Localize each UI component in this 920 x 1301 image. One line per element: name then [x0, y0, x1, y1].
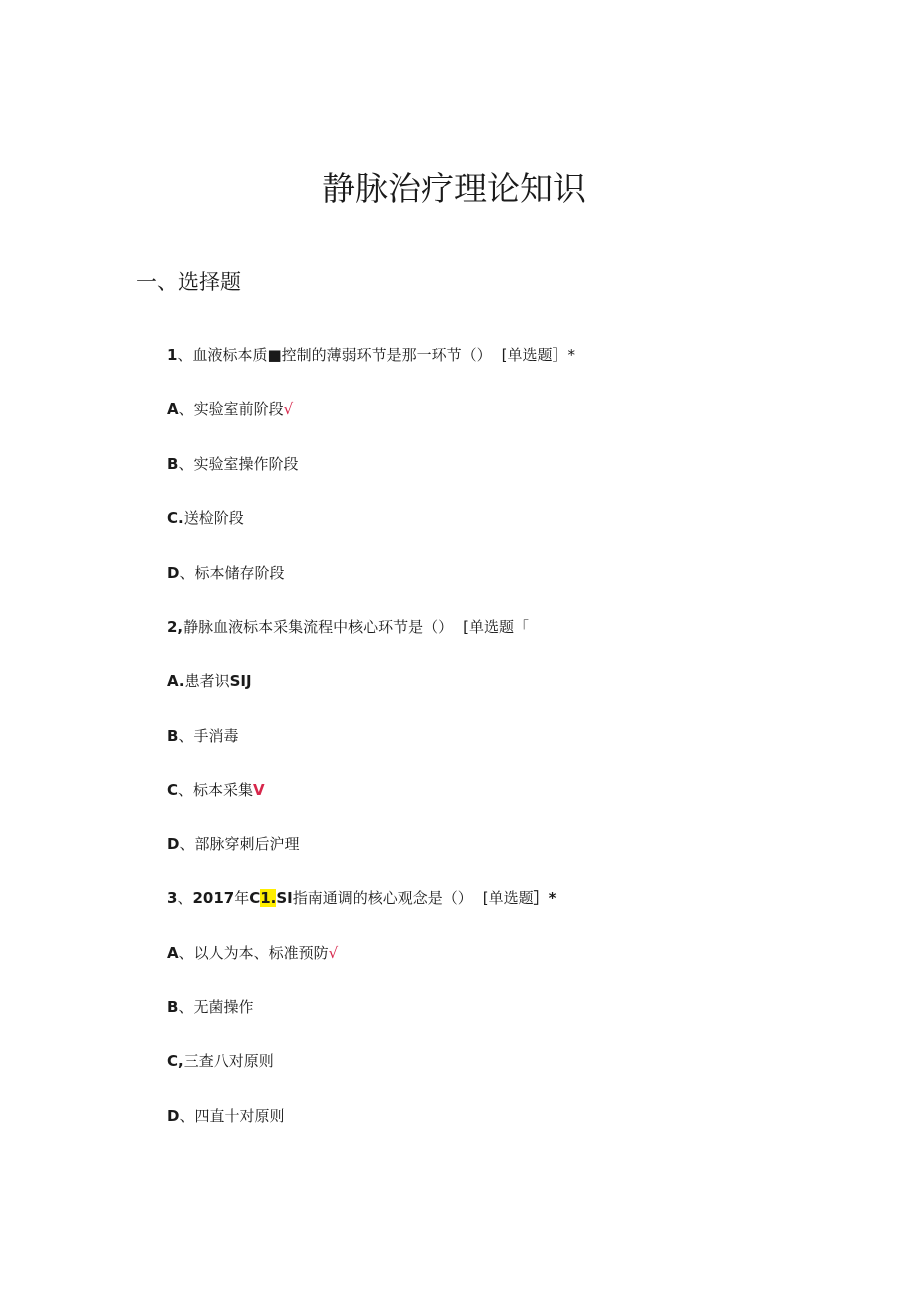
option-text: 、实验室操作阶段	[178, 455, 299, 473]
option-text-tail: SIJ	[229, 672, 252, 690]
question-number: 2,	[167, 618, 184, 636]
option-label: A	[167, 400, 179, 418]
question-text-post: 指南通调的核心观念是（）	[292, 889, 473, 907]
q2-option-a	[167, 671, 252, 691]
question-text-mid: 年	[234, 889, 250, 907]
option-label: C	[167, 781, 179, 799]
option-label: D	[167, 1107, 180, 1125]
option-label: A.	[167, 672, 185, 690]
section-heading: 一、选择题	[136, 270, 241, 294]
q1-option-b	[167, 454, 298, 474]
option-label: B	[167, 998, 179, 1016]
correct-check-icon: √	[283, 400, 294, 418]
q3-option-b	[167, 997, 253, 1017]
q2-option-c	[167, 780, 265, 800]
question-1	[167, 345, 575, 365]
question-code-c: C	[249, 889, 261, 907]
q2-option-d	[167, 834, 299, 854]
question-text: 、血液标本质■控制的薄弱环节是那一环节（）	[177, 346, 492, 364]
q1-option-a	[167, 399, 293, 419]
option-text: 患者识	[184, 672, 230, 690]
correct-check-icon: V	[253, 781, 265, 799]
option-text: 、以人为本、标准预防	[178, 944, 329, 962]
highlighted-text: 1.	[260, 889, 277, 907]
question-type: [单选题］*	[501, 346, 575, 364]
question-year: 2017	[192, 889, 235, 907]
q1-option-c	[167, 508, 244, 528]
question-text: 静脉血液标本采集流程中核心环节是（）	[183, 618, 454, 636]
page-title: 静脉治疗理论知识	[322, 169, 586, 208]
question-number: 1	[167, 346, 178, 364]
option-label: D	[167, 564, 180, 582]
correct-check-icon: √	[328, 944, 339, 962]
option-text: 、四直十对原则	[179, 1107, 285, 1125]
question-text-pre: 、	[177, 889, 193, 907]
option-label: C,	[167, 1052, 184, 1070]
option-label: A	[167, 944, 179, 962]
option-text: 、标本储存阶段	[179, 564, 285, 582]
question-2	[167, 617, 529, 637]
question-code-si: SI	[276, 889, 293, 907]
option-text: 、手消毒	[178, 727, 239, 745]
option-text: 、部脉穿刺后沪理	[179, 835, 300, 853]
q3-option-c	[167, 1051, 274, 1071]
q1-option-d	[167, 563, 284, 583]
q2-option-b	[167, 726, 238, 746]
question-3	[167, 888, 557, 908]
question-type: [单选题	[482, 889, 534, 907]
question-type: [单选题「	[463, 618, 530, 636]
q3-option-a	[167, 943, 338, 963]
option-label: C.	[167, 509, 184, 527]
question-type-close: ］*	[533, 889, 557, 907]
option-label: B	[167, 727, 179, 745]
q3-option-d	[167, 1106, 284, 1126]
option-label: B	[167, 455, 179, 473]
option-text: 送检阶段	[183, 509, 244, 527]
option-label: D	[167, 835, 180, 853]
option-text: 、无菌操作	[178, 998, 254, 1016]
option-text: 、标本采集	[178, 781, 254, 799]
question-number: 3	[167, 889, 178, 907]
option-text: 三查八对原则	[183, 1052, 274, 1070]
option-text: 、实验室前阶段	[178, 400, 284, 418]
